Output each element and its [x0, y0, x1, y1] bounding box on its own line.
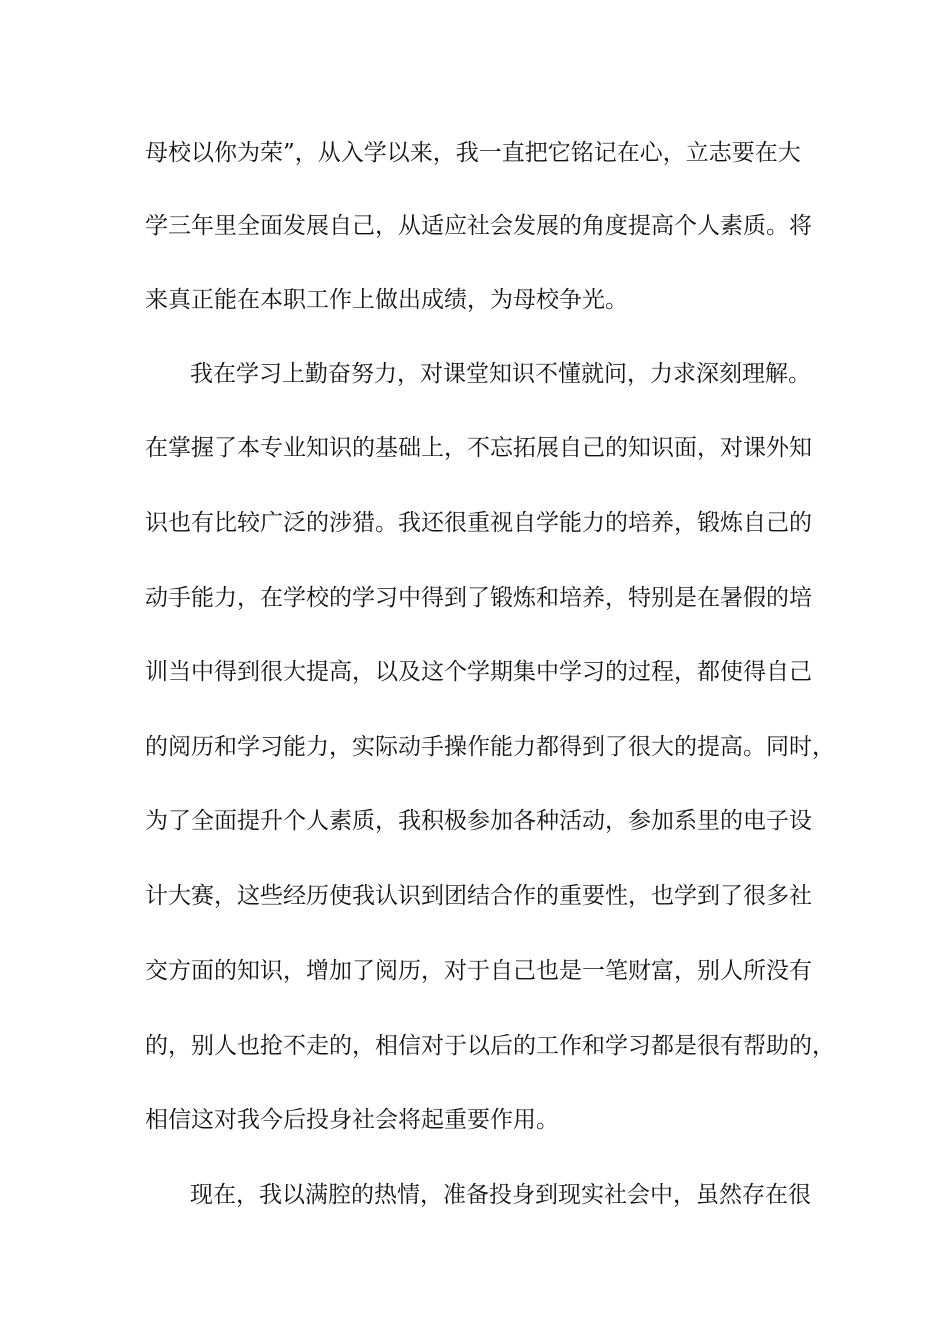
text-line-10: 为了全面提升个人素质，我积极参加各种活动，参加系里的电子设	[145, 808, 812, 834]
text-line-9: 的阅历和学习能力，实际动手操作能力都得到了很大的提高。同时，	[145, 734, 835, 760]
text-line-2: 学三年里全面发展自己，从适应社会发展的角度提高个人素质。将	[145, 213, 812, 239]
text-line-12: 交方面的知识，增加了阅历，对于自己也是一笔财富，别人所没有	[145, 958, 812, 984]
text-line-8: 训当中得到很大提高，以及这个学期集中学习的过程，都使得自己	[145, 659, 812, 685]
text-line-7: 动手能力，在学校的学习中得到了锻炼和培养，特别是在暑假的培	[145, 585, 812, 611]
text-line-11: 计大赛，这些经历使我认识到团结合作的重要性，也学到了很多社	[145, 883, 812, 909]
text-line-6: 识也有比较广泛的涉猎。我还很重视自学能力的培养，锻炼自己的	[145, 510, 812, 536]
text-line-13: 的，别人也抢不走的，相信对于以后的工作和学习都是很有帮助的，	[145, 1033, 835, 1059]
text-line-1: 母校以你为荣”，从入学以来，我一直把它铭记在心，立志要在大	[145, 140, 801, 166]
paragraph-start-line: 我在学习上勤奋努力，对课堂知识不懂就问，力求深刻理解。	[190, 361, 811, 387]
text-line-3: 来真正能在本职工作上做出成绩，为母校争光。	[145, 287, 628, 313]
paragraph-start-line: 现在，我以满腔的热情，准备投身到现实社会中，虽然存在很	[190, 1182, 811, 1208]
text-line-14: 相信这对我今后投身社会将起重要作用。	[145, 1107, 559, 1133]
text-line-5: 在掌握了本专业知识的基础上，不忘拓展自己的知识面，对课外知	[145, 435, 812, 461]
